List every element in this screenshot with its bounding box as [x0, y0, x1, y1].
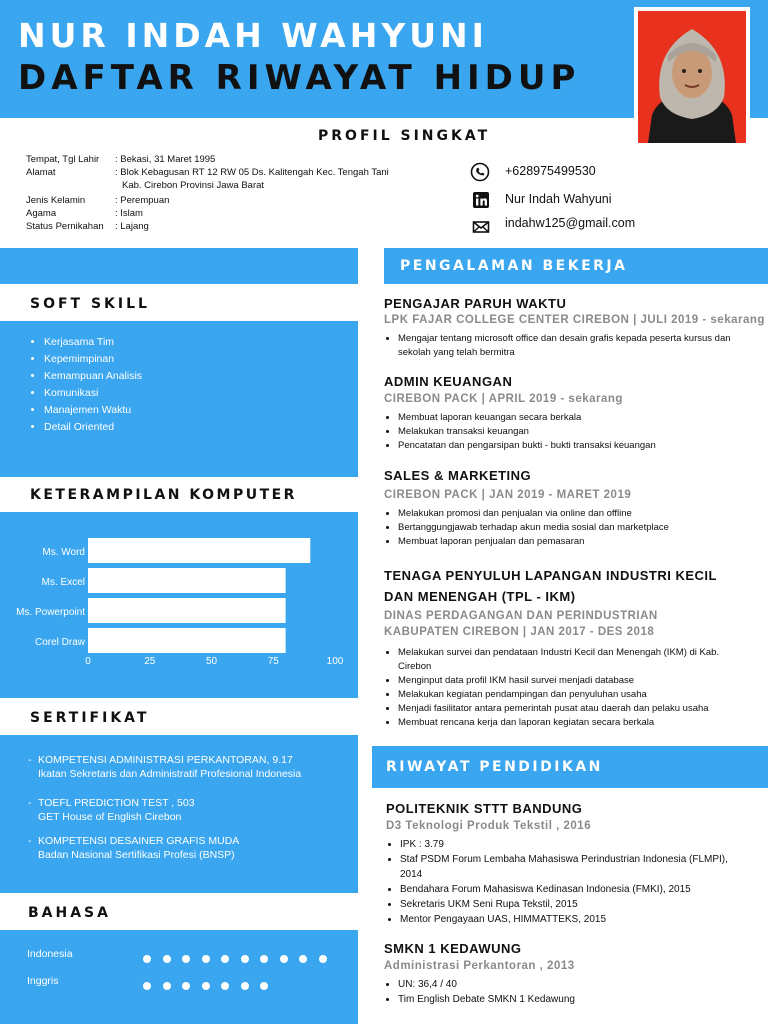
level-dot — [260, 955, 268, 963]
profile-row — [26, 153, 426, 166]
chart-category-label: Ms. Powerpoint — [16, 607, 85, 618]
chart-bar — [88, 628, 286, 653]
school-entry — [386, 801, 756, 927]
list-item: • Melakukan kegiatan pendampingan dan penyuluhan usaha — [398, 688, 748, 702]
profile-photo — [634, 7, 750, 147]
list-item: • Bendahara Forum Mahasiswa Kedinasan Indonesia (FMKI), 2015 — [400, 882, 740, 897]
chart-bar — [88, 538, 310, 563]
certificate-issuer: Badan Nasional Sertifikasi Profesi (BNSP) — [38, 849, 235, 861]
email-address[interactable]: indahw125@gmail.com — [505, 216, 636, 230]
list-item: • IPK : 3.79 — [400, 837, 740, 852]
level-dot — [143, 982, 151, 990]
school-name: SMKN 1 KEDAWUNG — [384, 941, 522, 956]
list-item: • Membuat laporan penjualan dan pemasaran — [398, 535, 764, 549]
school-activities — [384, 977, 754, 1007]
job-duties — [384, 507, 764, 549]
list-item: • Melakukan promosi dan penjualan via online dan offline — [398, 507, 764, 521]
level-dot — [202, 955, 210, 963]
mail-icon — [472, 218, 492, 238]
list-item: • Komunikasi — [44, 387, 142, 399]
list-item: • Melakukan survei dan pendataan Industri Kecil dan Menengah (IKM) di Kab. Cirebon — [398, 646, 748, 674]
list-item: • Mengajar tentang microsoft office dan desain grafis kepada peserta kursus dan sekolah yang telah bermitra — [398, 332, 738, 360]
profile-label: Jenis Kelamin — [26, 195, 86, 206]
chart-bar — [88, 568, 286, 593]
job-employer: LPK FAJAR COLLEGE CENTER CIREBON | JULI 2019 - sekarang — [384, 314, 765, 326]
job-duties — [384, 332, 738, 360]
chart-category-label: Corel Draw — [34, 637, 85, 648]
list-item: • Kerjasama Tim — [44, 336, 142, 348]
chart-tick-label: 0 — [85, 656, 91, 667]
skill-chart — [0, 512, 358, 698]
list-item: • Detail Oriented — [44, 421, 142, 433]
job-title: SALES & MARKETING — [384, 468, 532, 483]
job-entry — [384, 374, 764, 453]
profile-value: : Blok Kebagusan RT 12 RW 05 Ds. Kalitengah Kec. Tengah Tani — [115, 167, 389, 178]
level-dot — [221, 982, 229, 990]
job-title: ADMIN KEUANGAN — [384, 374, 513, 389]
language-row — [27, 948, 347, 962]
school-program: Administrasi Perkantoran , 2013 — [384, 960, 575, 972]
school-name: POLITEKNIK STTT BANDUNG — [386, 801, 583, 816]
chart-tick-label: 50 — [205, 656, 218, 667]
list-item: • Sekretaris UKM Seni Rupa Tekstil, 2015 — [400, 897, 740, 912]
list-item: • Staf PSDM Forum Lembaha Mahasiswa Perindustrian Indonesia (FLMPI), 2014 — [400, 852, 740, 882]
profile-label: Tempat, Tgl Lahir — [26, 154, 100, 165]
list-item: • Bertanggungjawab terhadap akun media sosial dan marketplace — [398, 521, 764, 535]
soft-skill-title: SOFT SKILL — [30, 296, 150, 312]
chart-category-label: Ms. Word — [42, 547, 85, 558]
list-item: • Membuat rencana kerja dan laporan kegiatan secara berkala — [398, 716, 748, 730]
level-dot — [319, 955, 327, 963]
experience-title: PENGALAMAN BEKERJA — [400, 258, 628, 274]
profile-details — [26, 153, 426, 233]
profile-value: : Perempuan — [115, 195, 170, 206]
education-title: RIWAYAT PENDIDIKAN — [386, 759, 603, 775]
list-item: • Menjadi fasilitator antara pemerintah pusat atau daerah dan pelaku usaha — [398, 702, 748, 716]
profile-row — [26, 179, 426, 194]
job-employer: CIREBON PACK | APRIL 2019 - sekarang — [384, 393, 623, 405]
list-item: • Tim English Debate SMKN 1 Kedawung — [398, 992, 754, 1007]
name-heading: NUR INDAH WAHYUNI — [18, 16, 488, 55]
profile-row — [26, 207, 426, 220]
certificate-name: TOEFL PREDICTION TEST , 503 — [38, 797, 195, 809]
job-title: TENAGA PENYULUH LAPANGAN INDUSTRI KECIL DAN MENENGAH (TPL - IKM) — [384, 568, 717, 604]
school-program: D3 Teknologi Produk Tekstil , 2016 — [386, 820, 592, 832]
language-level-dots — [143, 950, 338, 968]
job-employer: CIREBON PACK | JAN 2019 - MARET 2019 — [384, 489, 632, 501]
level-dot — [163, 955, 171, 963]
level-dot — [182, 982, 190, 990]
list-item: • Manajemen Waktu — [44, 404, 142, 416]
school-entry — [384, 941, 754, 1007]
list-item: • Pencatatan dan pengarsipan bukti - bukti transaksi keuangan — [398, 439, 764, 453]
level-dot — [280, 955, 288, 963]
level-dot — [299, 955, 307, 963]
profile-value: : Lajang — [115, 221, 149, 232]
level-dot — [241, 982, 249, 990]
chart-tick-label: 100 — [326, 656, 344, 667]
list-item: • Kepemimpinan — [44, 353, 142, 365]
list-item: • Mentor Pengayaan UAS, HIMMATTEKS, 2015 — [400, 912, 740, 927]
certificate-item: - KOMPETENSI ADMINISTRASI PERKANTORAN, 9.17 Ikatan Sekretaris dan Administratif Profesional Indonesia — [28, 754, 302, 780]
computer-skills-title: KETERAMPILAN KOMPUTER — [30, 487, 297, 503]
profile-value: Kab. Cirebon Provinsi Jawa Barat — [122, 180, 265, 191]
job-title: PENGAJAR PARUH WAKTU — [384, 296, 567, 311]
job-period: KABUPATEN CIREBON | JAN 2017 - DES 2018 — [384, 626, 655, 638]
linkedin-icon — [472, 191, 492, 211]
job-entry — [384, 565, 764, 730]
level-dot — [163, 982, 171, 990]
profile-label: Status Pernikahan — [26, 221, 104, 232]
list-item: • UN: 36,4 / 40 — [398, 977, 754, 992]
chart-tick-label: 75 — [267, 656, 279, 667]
level-dot — [143, 955, 151, 963]
profile-label: Alamat — [26, 167, 56, 178]
profile-label: Agama — [26, 208, 57, 219]
certificate-item: - TOEFL PREDICTION TEST , 503 GET House of English Cirebon — [28, 797, 195, 823]
level-dot — [241, 955, 249, 963]
job-duties — [384, 411, 764, 453]
level-dot — [260, 982, 268, 990]
chart-category-label: Ms. Excel — [41, 577, 85, 588]
language-row — [27, 975, 347, 989]
profile-row — [26, 194, 426, 207]
computer-skills-panel — [0, 512, 358, 698]
list-item: • Menginput data profil IKM hasil survei menjadi database — [398, 674, 748, 688]
job-entry — [384, 296, 764, 360]
language-level-dots — [143, 977, 280, 995]
level-dot — [202, 982, 210, 990]
job-employer: DINAS PERDAGANGAN DAN PERINDUSTRIAN — [384, 610, 658, 622]
profile-value: : Islam — [115, 208, 143, 219]
list-item: • Kemampuan Analisis — [44, 370, 142, 382]
cv-subtitle: DAFTAR RIWAYAT HIDUP — [18, 58, 581, 98]
phone-number[interactable]: +628975499530 — [505, 164, 596, 178]
profile-title: PROFIL SINGKAT — [318, 128, 491, 144]
job-entry — [384, 468, 764, 549]
level-dot — [182, 955, 190, 963]
chart-tick-label: 25 — [144, 656, 156, 667]
certificates-title: SERTIFIKAT — [30, 710, 150, 726]
profile-row — [26, 166, 426, 179]
certificate-name: KOMPETENSI ADMINISTRASI PERKANTORAN, 9.17 — [38, 754, 293, 766]
certificate-issuer: Ikatan Sekretaris dan Administratif Profesional Indonesia — [38, 768, 302, 780]
chart-bar — [88, 598, 286, 623]
languages-title: BAHASA — [28, 905, 111, 921]
list-item: • Melakukan transaksi keuangan — [398, 425, 764, 439]
job-duties — [384, 646, 748, 730]
linkedin-name[interactable]: Nur Indah Wahyuni — [505, 192, 612, 206]
profile-value: : Bekasi, 31 Maret 1995 — [115, 154, 216, 165]
left-divider-bar — [0, 248, 358, 284]
soft-skill-list — [28, 336, 142, 438]
certificate-name: KOMPETENSI DESAINER GRAFIS MUDA — [38, 835, 240, 847]
certificate-item: - KOMPETENSI DESAINER GRAFIS MUDA Badan Nasional Sertifikasi Profesi (BNSP) — [28, 835, 240, 861]
school-activities — [386, 837, 740, 927]
language-name: Inggris — [27, 975, 59, 987]
phone-icon — [470, 162, 490, 182]
profile-row — [26, 220, 426, 233]
language-name: Indonesia — [27, 948, 73, 960]
certificate-issuer: GET House of English Cirebon — [38, 811, 182, 823]
list-item: • Membuat laporan keuangan secara berkala — [398, 411, 764, 425]
level-dot — [221, 955, 229, 963]
